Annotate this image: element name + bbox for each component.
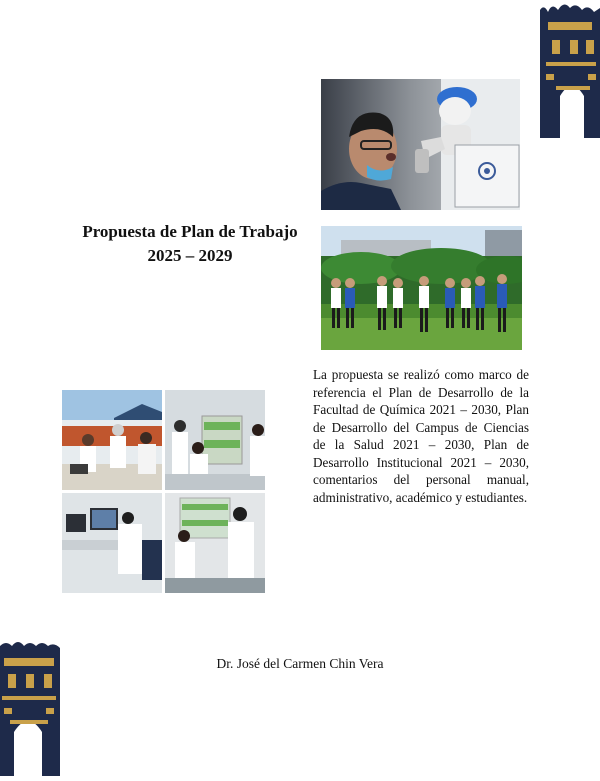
lab-collage-photo	[62, 390, 265, 593]
author-name: Dr. José del Carmen Chin Vera	[216, 656, 384, 671]
document-title: Propuesta de Plan de Trabajo	[82, 222, 298, 241]
document-period: 2025 – 2029	[147, 246, 233, 265]
building-decoration-top-right	[536, 0, 600, 138]
building-decoration-bottom-left	[0, 640, 62, 776]
title-block	[40, 220, 340, 268]
robot-photo	[321, 79, 520, 210]
intro-paragraph: La propuesta se realizó como marco de referencia el Plan de Desarrollo de la Facultad de Química 2021 – 2030, Plan de Desarrollo del Campus de Ciencias de la Salud 2021 – 2030, Plan de Desarrollo Institucional 2021 – 2030, comentarios del personal manual, administrativo, académico y estudiantes.	[313, 367, 529, 505]
sports-photo	[321, 226, 522, 350]
